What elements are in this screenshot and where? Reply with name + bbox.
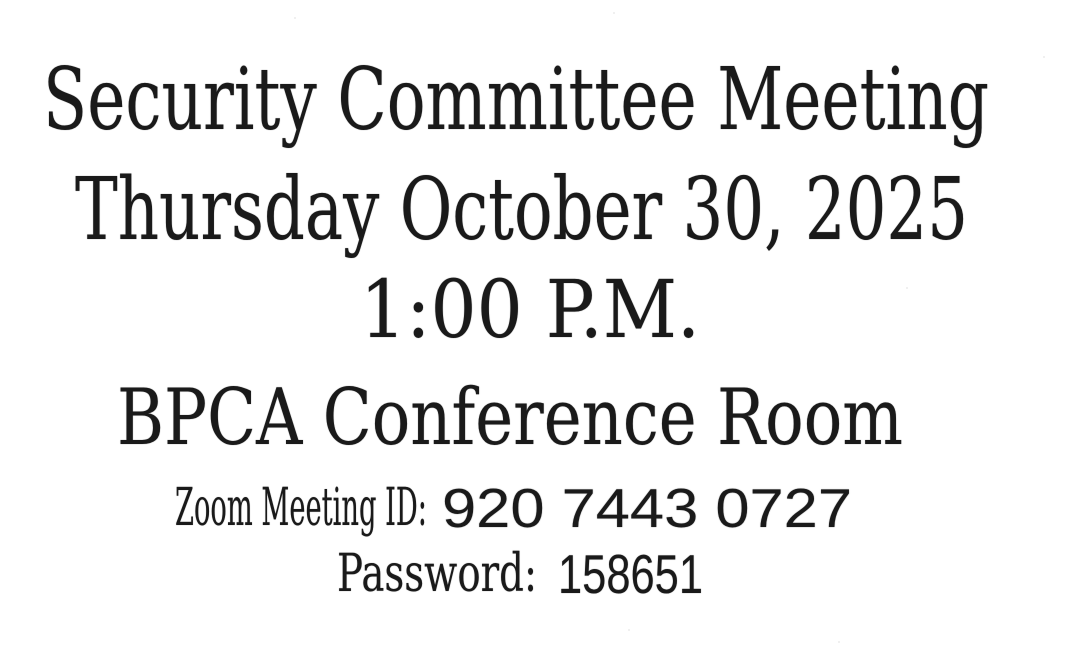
meeting-date-text: Thursday October 30, 2025 (75, 160, 968, 260)
scan-speck (838, 641, 840, 643)
zoom-meeting-id-value-text: 920 7443 0727 (442, 477, 852, 539)
zoom-meeting-id-value (442, 477, 852, 539)
scan-speck (294, 17, 296, 19)
scan-speck (613, 12, 615, 14)
meeting-time-text: 1:00 P.M. (360, 263, 700, 356)
meeting-date (75, 160, 1068, 260)
meeting-time (360, 263, 735, 356)
password-value-text: 158651 (558, 543, 703, 605)
scan-speck (628, 629, 630, 631)
meeting-location-text: BPCA Conference Room (117, 373, 903, 463)
scan-speck (906, 287, 908, 289)
password-value (558, 543, 742, 605)
meeting-title (43, 50, 1068, 150)
zoom-meeting-id-label-text: Zoom Meeting ID: (175, 478, 427, 538)
meeting-title-text: Security Committee Meeting (43, 50, 989, 150)
password-label-text: Password: (337, 544, 537, 604)
scan-speck (1043, 56, 1045, 58)
meeting-location (117, 373, 1068, 463)
